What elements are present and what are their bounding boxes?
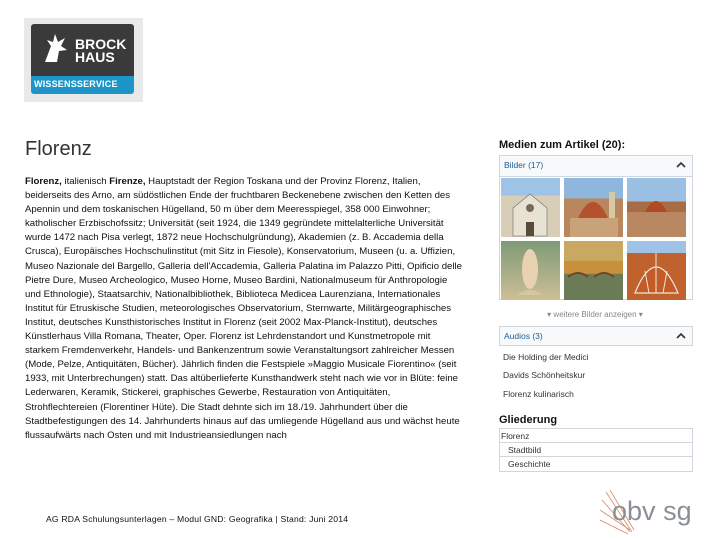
aerial-dome-icon — [627, 241, 686, 300]
article-body — [25, 175, 463, 485]
image-thumb-cathedral-dome[interactable] — [564, 178, 623, 237]
article-lead: italienisch — [61, 176, 110, 187]
outline-item-florenz[interactable]: Florenz — [501, 431, 530, 441]
logo-dark-block — [31, 24, 134, 80]
outline-item-geschichte[interactable]: Geschichte — [508, 459, 551, 469]
audio-item-2[interactable]: Davids Schönheitskur — [503, 370, 586, 380]
chevron-up-icon[interactable] — [676, 331, 686, 341]
footer-text: AG RDA Schulungsunterlagen – Modul GND: Geografika | Stand: Juni 2014 — [46, 514, 349, 524]
article-text: Hauptstadt der Region Toskana und der Provinz Florenz, Italien, beiderseits des Arno, am südöstlichen Ende der fruchtbaren Beckenebene zwischen den Ketten des Apennin und dem toskanischen Hügelland, 50 m über dem Meeresspiegel, 358 000 Einwohner; katholischer Erzbischofssitz; Universität (seit 1924, die 1349 gegründete mittelalterliche Universität wurde 1472 nach Pisa verlegt, 1872 neue Hochschulgründung), Akademien (z. B. Accademia della Crusca), Europäisches Hochschulinstitut (mit Sitz in Fiesole), Konservatorium, Museen (u. a. Uffizien, Museo Nazionale del Bargello, Galleria dell'Accademia, Galleria Palatina im Palazzo Pitti, Opificio delle Pietre Dure, Museo Archeologico, Museo Horne, Museo Bardini, Nationalmuseum für Anthropologie und Ethnologie), Staatsarchiv, Nationalbibliothek, Biblioteca Medicea Laurenziana, Internationales Institut für Etruskische Studien, meteorologisches Observatorium, Sternwarte, Militärgeographisches Institut, deutsches Kunsthistorisches Institut in Florenz (seit 2002 Max-Planck-Institut), deutsches Künstlerhaus Villa Romana, Theater, Oper. Florenz ist Lehrdenstandort und Kunstmetropole mit starkem Fremdenverkehr, Handels- und Bankenzentrum sowie Veranstaltungsort zahlreicher Messen (Mode, Pelze, Antiquitäten, Bücher). Jährlich finden die Festspiele »Maggio Musicale Fiorentino« (seit 1933, mit Unterbrechungen) statt. Das altüberlieferte Kunsthandwerk steht nach wie vor in Blüte: feine Lederwaren, Keramik, Stickerei, graphisches Gewerbe, Restauration von Antiquitäten, Strohflechtereien (Florentiner Hüte). Die Stadt dehnte sich im 18./19. Jahrhundert über die Stadtbefestigungen des 14. Jahrhunderts hinaus auf das umliegende Hügelland aus und wächst heute flussaufwärts nach Osten und mit Industrieansiedlungen nach — [25, 176, 462, 441]
logo-line-1: BROCK — [75, 36, 127, 52]
griffin-icon — [41, 32, 69, 66]
audio-tab-label: Audios (3) — [504, 331, 543, 341]
church-facade-icon — [501, 178, 560, 237]
image-thumb-ponte-vecchio[interactable] — [564, 241, 623, 300]
logo-line-2: HAUS — [75, 49, 115, 65]
audio-item-3[interactable]: Florenz kulinarisch — [503, 389, 574, 399]
more-images-link[interactable]: ▾ weitere Bilder anzeigen ▾ — [547, 310, 643, 319]
logo-service-band — [31, 76, 134, 94]
audio-tab[interactable] — [500, 327, 692, 345]
obvsg-logo-b: sg — [663, 496, 692, 526]
article-term: Florenz, — [25, 176, 62, 187]
images-tab-label: Bilder (17) — [504, 160, 544, 170]
dome-icon — [564, 178, 623, 237]
image-thumb-botticelli[interactable] — [501, 241, 560, 300]
panorama-icon — [627, 178, 686, 237]
images-tab[interactable] — [500, 156, 692, 177]
audio-panel — [499, 326, 693, 346]
audio-item-1[interactable]: Die Holding der Medici — [503, 352, 589, 362]
image-thumb-santa-maria-novella[interactable] — [501, 178, 560, 237]
image-thumb-dome-aerial[interactable] — [627, 241, 686, 300]
painting-icon — [501, 241, 560, 300]
outline-item-stadtbild[interactable]: Stadtbild — [508, 445, 542, 455]
outline-divider — [500, 456, 692, 457]
image-thumb-city-panorama[interactable] — [627, 178, 686, 237]
bridge-icon — [564, 241, 623, 300]
chevron-up-icon[interactable] — [676, 160, 686, 170]
article-term-it: Firenze, — [109, 176, 146, 187]
obvsg-logo — [612, 496, 692, 527]
media-heading: Medien zum Artikel (20): — [499, 139, 626, 151]
brockhaus-logo[interactable] — [24, 18, 143, 102]
outline-list — [499, 428, 693, 472]
obvsg-logo-a: obv — [612, 496, 656, 526]
logo-wordmark — [75, 38, 126, 64]
images-panel — [499, 155, 693, 319]
outline-divider — [500, 442, 692, 443]
logo-service-text: WISSENSSERVICE — [34, 79, 118, 89]
page-title: Florenz — [25, 138, 92, 160]
outline-heading: Gliederung — [499, 414, 558, 426]
